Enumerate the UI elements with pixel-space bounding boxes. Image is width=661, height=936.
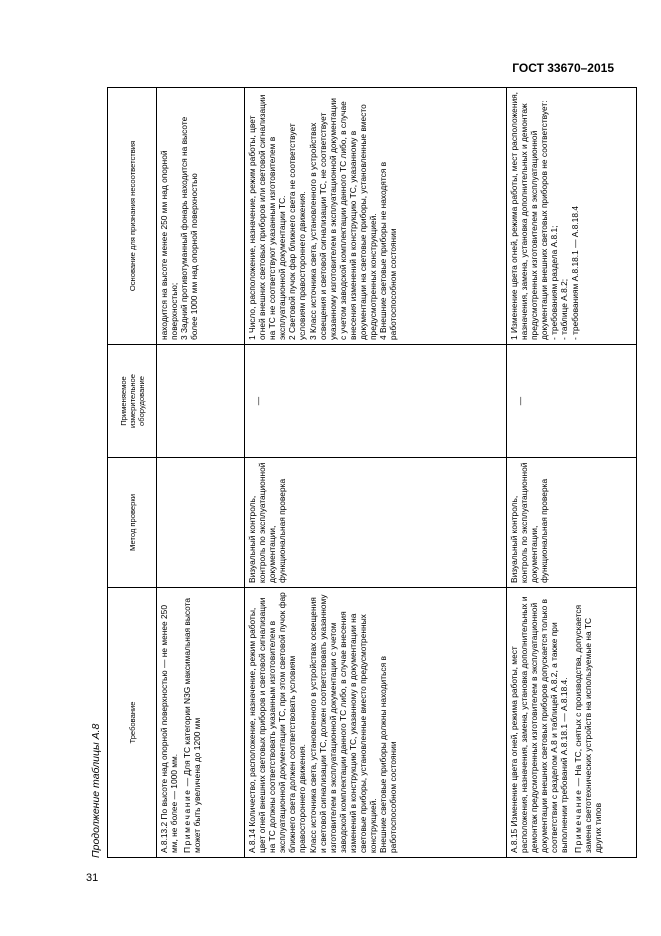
- equipment-cell: [157, 345, 245, 458]
- note-text: — Для ТС категории N3G максимальная высота может быть увеличена до 1200 мм: [182, 597, 203, 853]
- equipment-cell: —: [245, 345, 507, 458]
- note-label: Примечание: [182, 788, 193, 853]
- basis-text: 4 Внешние световые приборы не находятся в работоспособном состоянии: [378, 161, 399, 340]
- basis-list-item: - требованиям раздела А.8.1;: [549, 225, 560, 340]
- requirement-text: А.8.15 Изменение цвета огней, режима работы, мест расположения, назначения, замена, установка дополнительных и демонтаж предусмотренных изготовителем в эксплуатационной документации внешних световых приборов допускается только в соответствии с разделом А.8 и таблицей А.8.2, а также при выполнении требований А.8.18.1 — А.8.18.4.: [509, 596, 570, 853]
- table-row: [507, 88, 637, 858]
- table-header-row: [108, 88, 157, 858]
- column-header-method: Метод проверки: [108, 458, 157, 588]
- note-text: — На ТС, снятых с производства, допускается замена светотехнических устройств на используемые на ТС других типов: [572, 604, 603, 853]
- conformity-table: [107, 87, 637, 858]
- basis-text: 1 Число, расположение, назначение, режим работы, цвет огней внешних световых приборов или световой сигнализации на ТС не соответствуют указанным изготовителем в эксплуатационной документации ТС.: [247, 94, 288, 340]
- method-cell: Визуальный контроль, контроль по эксплуатационной документации, функциональная проверка: [245, 458, 507, 588]
- basis-text: 1 Изменение цвета огней, режима работы, мест расположения, назначения, замена, установка дополнительных и демонтаж предусмотренных изготовителем в эксплуатационной документации внешних световых приборов не соответствует:: [509, 91, 550, 340]
- table-caption: Продолжение таблицы А.8: [90, 723, 102, 858]
- basis-list-item: - требованиям А.8.18.1 — А.8.18.4: [569, 206, 580, 340]
- basis-text: находится на высоте менее 250 мм над опорной поверхностью;: [159, 150, 180, 340]
- basis-cell: [245, 88, 507, 345]
- table-row: [157, 88, 245, 858]
- basis-text: 3 Класс источника света, установленного в устройствах освещения и световой сигнализации ТС, не соответствует указанному изготовителем в эксплуатационной документации с учетом заводской комплектации данного ТС либо, в случае внесения изменений в конструкцию ТС, указанному в документации на световые приборы, установленные вместо предусмотренных конструкцией.: [307, 98, 379, 340]
- method-cell: [157, 458, 245, 588]
- basis-cell: [157, 88, 245, 345]
- column-header-requirement: Требование: [108, 588, 157, 858]
- requirement-cell: [507, 588, 637, 858]
- requirement-cell: [245, 588, 507, 858]
- column-header-basis: Основание для признания несоответствия: [108, 88, 157, 345]
- requirement-text: Класс источника света, установленного в устройствах освещения и световой сигнализации ТС, должен соответствовать указанному изготовителем в эксплуатационной документации с учетом заводской комплектации данного ТС либо, в случае внесения изменений в конструкцию ТС, указанному в документации на световые приборы, установленные вместо предусмотренных конструкцией.: [307, 594, 379, 853]
- basis-list-item: - таблице А.8.2;: [559, 278, 570, 340]
- requirement-text: А.8.13.2 По высоте над опорной поверхностью — не менее 250 мм, не более — 1000 мм.: [159, 605, 180, 853]
- basis-cell: [507, 88, 637, 345]
- rotated-table-area: [87, 88, 603, 858]
- requirement-text: А.8.14 Количество, расположение, назначение, режим работы, цвет огней внешних световых приборов и световой сигнализации на ТС должны соответствовать указанным изготовителем в эксплуатационной документации ТС, при этом световой пучок фар ближнего света должен соответствовать условиям правостороннего движения.: [247, 592, 308, 853]
- basis-text: 2 Световой пучок фар ближнего света не соответствует условиям правостороннего движения.: [287, 123, 308, 340]
- requirement-cell: [157, 588, 245, 858]
- column-header-equipment: Применяемое измерительное оборудование: [108, 345, 157, 458]
- requirement-text: Внешние световые приборы должны находиться в работоспособном состоянии: [378, 656, 399, 853]
- table-row: [245, 88, 507, 858]
- basis-text: 3 Задний противотуманный фонарь находится на высоте более 1000 мм над опорной поверхностью: [179, 116, 200, 340]
- note-label: Примечание: [572, 788, 583, 853]
- method-cell: Визуальный контроль, контроль по эксплуатационной документации, функциональная проверка: [507, 458, 637, 588]
- page-number: 31: [86, 872, 99, 884]
- equipment-cell: —: [507, 345, 637, 458]
- standard-header: ГОСТ 33670–2015: [512, 61, 614, 75]
- requirement-note: [573, 592, 603, 853]
- requirement-note: [182, 592, 202, 853]
